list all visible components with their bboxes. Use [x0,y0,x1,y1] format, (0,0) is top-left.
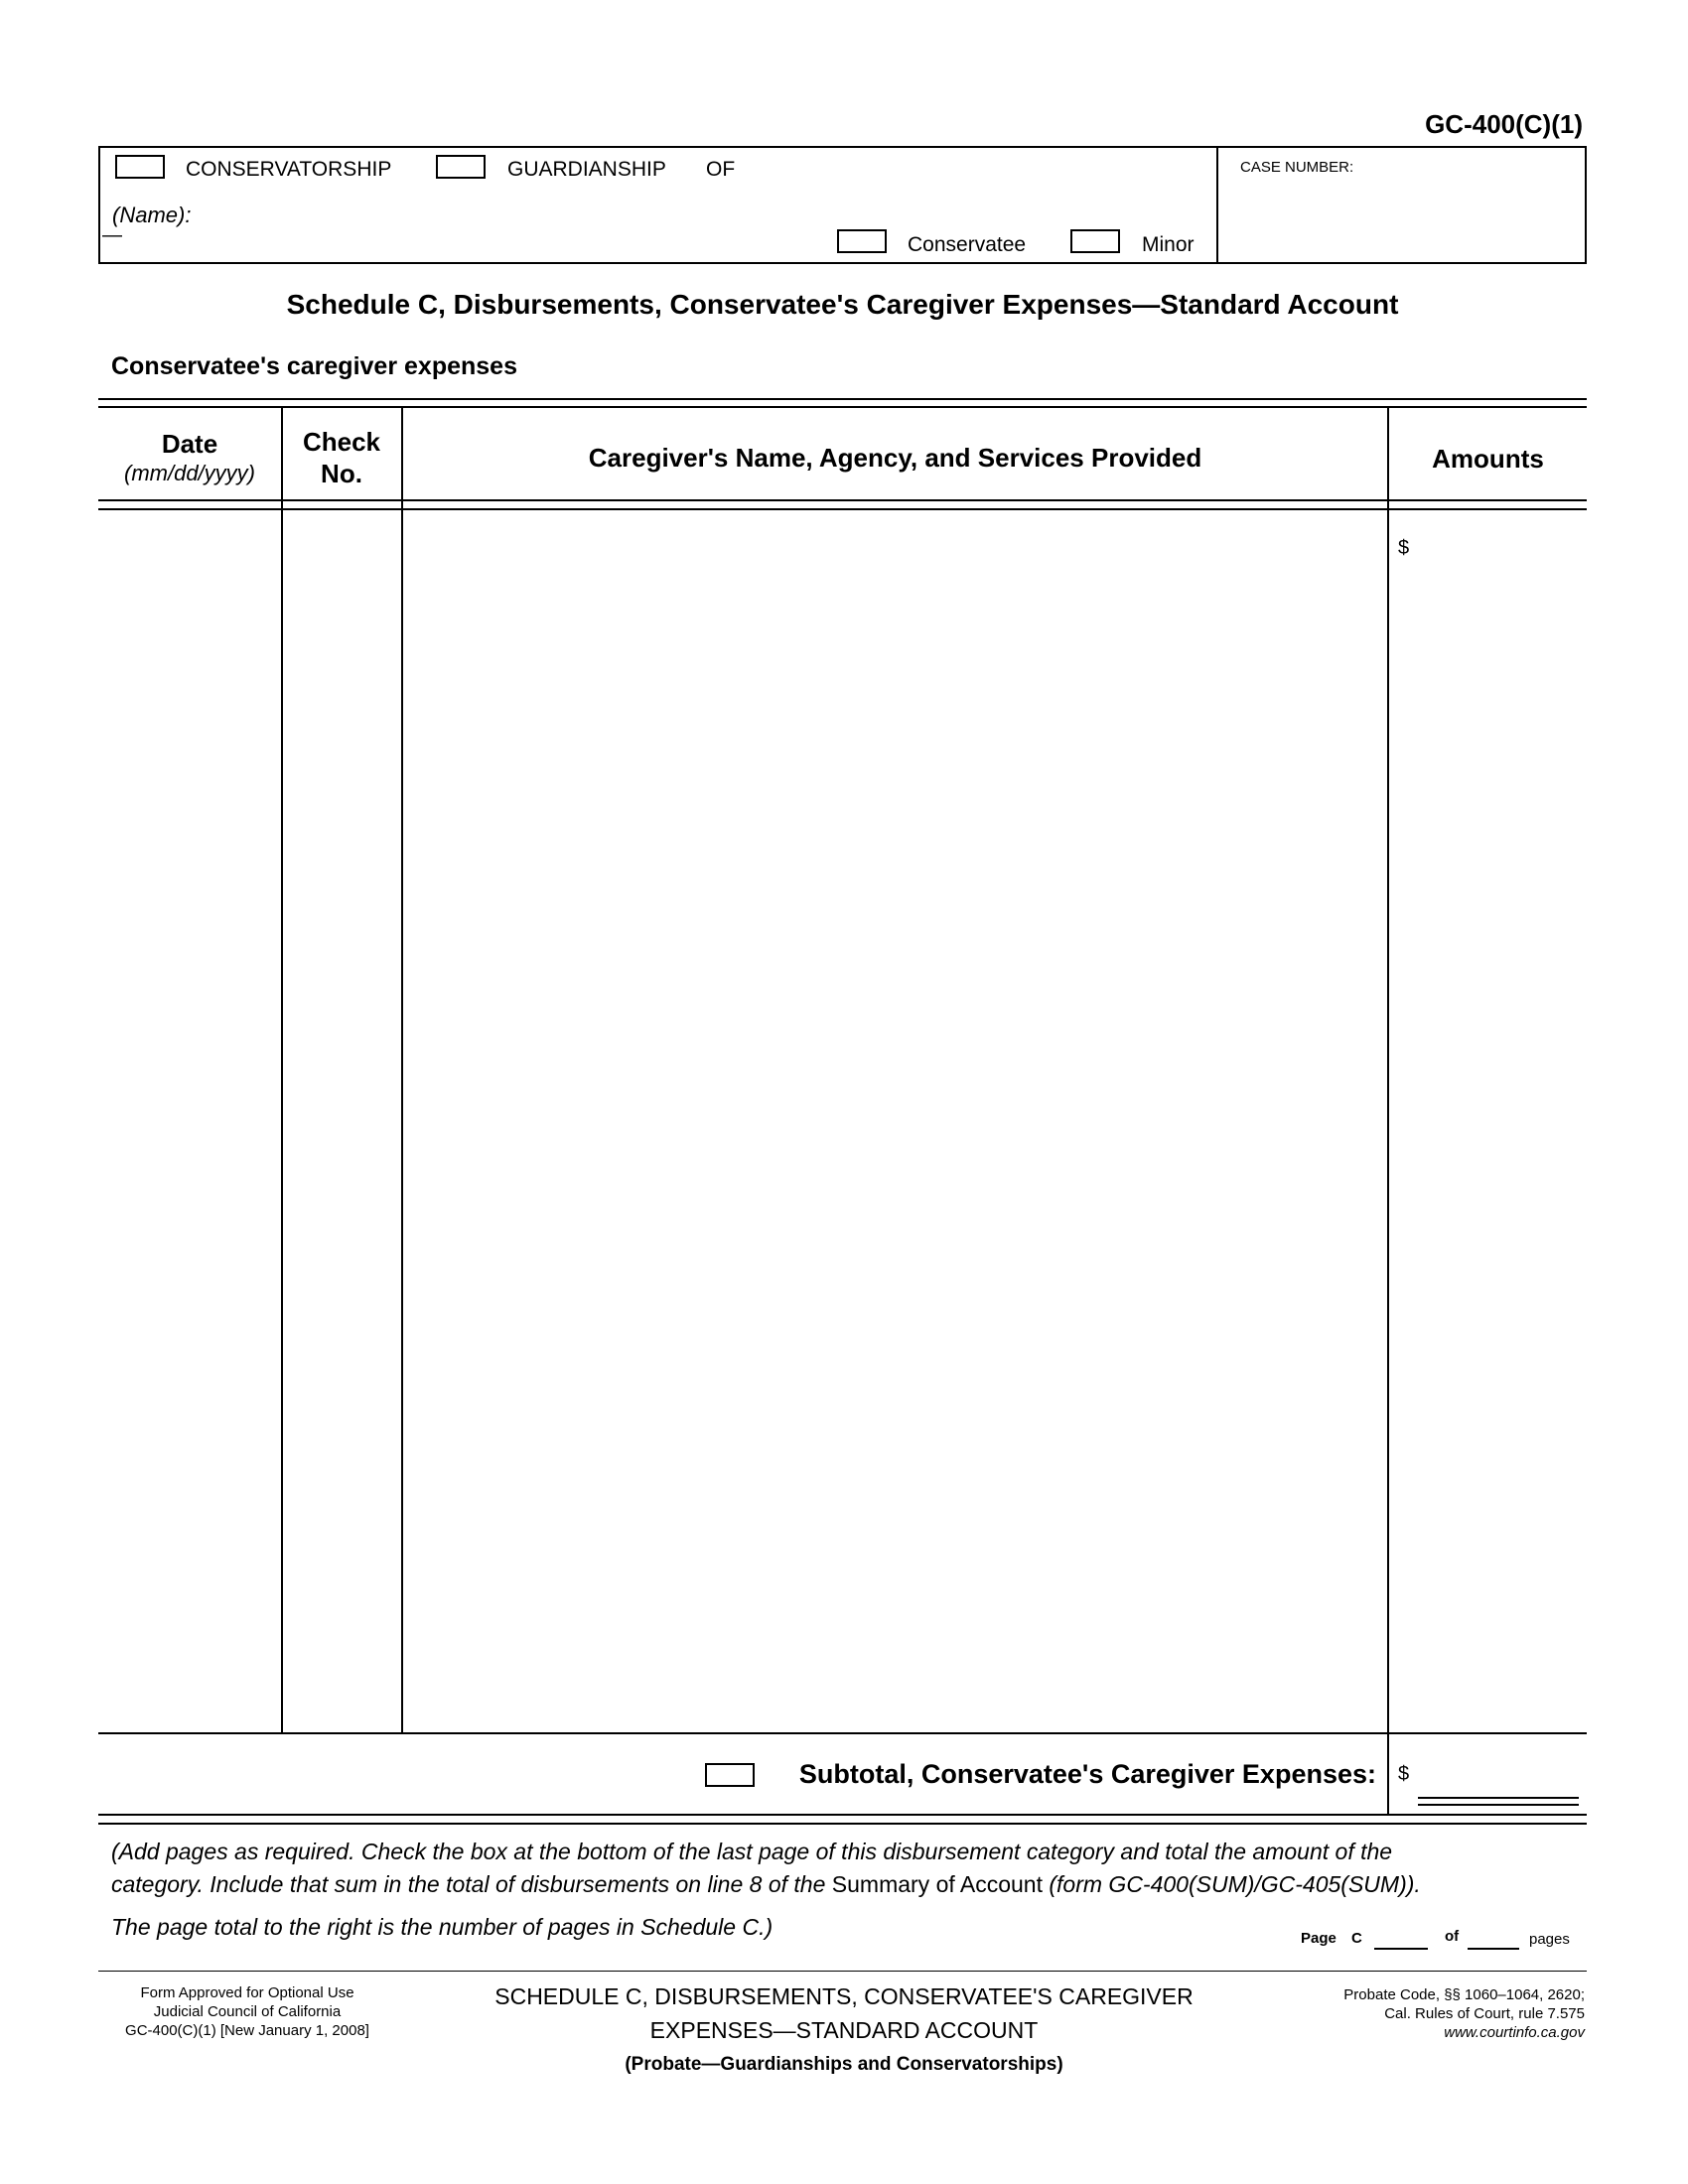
header-bottom-rule [98,499,1587,501]
minor-checkbox[interactable] [1070,229,1120,253]
caption-divider [1216,146,1218,264]
total-pages-input[interactable] [1468,1924,1519,1950]
instructions-line2-c: (form GC-400(SUM)/GC-405(SUM)). [1042,1871,1421,1897]
name-dash: — [102,224,122,246]
name-input[interactable] [298,228,794,254]
instructions-line2-a: category. Include that sum in the total of disbursements on line 8 of the [111,1871,832,1897]
conservatorship-label: CONSERVATORSHIP [186,158,392,181]
footer-rule-ref: Cal. Rules of Court, rule 7.575 [1384,2005,1585,2022]
subtotal-label: Subtotal, Conservatee's Caregiver Expenses: [798,1759,1376,1789]
check-no-entry-area[interactable] [285,511,399,1730]
conservatee-checkbox[interactable] [837,229,887,253]
col-divider-check [401,407,403,1732]
case-number-label: CASE NUMBER: [1240,159,1354,176]
conservatee-label: Conservatee [908,233,1027,256]
footer-title-line2: EXPENSES—STANDARD ACCOUNT [649,2017,1039,2043]
pages-label: pages [1529,1931,1570,1948]
amount-entry-area[interactable] [1415,526,1584,1730]
col-description-header: Caregiver's Name, Agency, and Services Provided [588,443,1202,473]
table-bottom-rule [98,1732,1587,1734]
footer-form-revision: GC-400(C)(1) [New January 1, 2008] [125,2022,369,2039]
of-label: OF [706,158,736,181]
col-date-header: Date [161,429,218,459]
schedule-letter: C [1351,1930,1362,1947]
col-divider-amounts [1387,407,1389,1814]
col-amounts-header: Amounts [1432,444,1544,474]
guardianship-label: GUARDIANSHIP [507,158,666,181]
date-entry-area[interactable] [100,511,279,1730]
minor-label: Minor [1142,233,1195,256]
footer-title-line3: (Probate—Guardianships and Conservatorships) [625,2054,1063,2075]
description-entry-area[interactable] [405,511,1385,1730]
col-check-header-line2: No. [321,459,362,488]
of-pages-label: of [1445,1928,1460,1945]
header-bottom-rule-inner [98,508,1587,510]
subtotal-amount-input[interactable] [1418,1757,1577,1795]
case-number-input[interactable] [1226,184,1579,255]
conservatorship-checkbox[interactable] [115,155,165,179]
footer-rule [98,1971,1587,1972]
subtotal-bottom-rule [98,1814,1587,1816]
section-heading: Conservatee's caregiver expenses [111,352,517,380]
amount-dollar-sign: $ [1398,537,1410,559]
instructions-line3: The page total to the right is the number of pages in Schedule C.) [111,1914,774,1940]
name-label: (Name): [112,203,192,227]
col-date-format: (mm/dd/yyyy) [124,461,255,485]
col-check-header-line1: Check [302,427,381,457]
instructions-line2 [111,1871,1421,1898]
instructions-line2-b: Summary of Account [831,1871,1043,1897]
footer-statute: Probate Code, §§ 1060–1064, 2620; [1343,1986,1585,2003]
col-divider-date [281,407,283,1732]
table-top-rule [98,398,1587,400]
footer-title-line1: SCHEDULE C, DISBURSEMENTS, CONSERVATEE'S CAREGIVER [494,1983,1194,2009]
instructions-line1: (Add pages as required. Check the box at the bottom of the last page of this disbursement category and total the amount of the [111,1839,1393,1864]
footer-council: Judicial Council of California [153,2003,342,2020]
guardianship-checkbox[interactable] [436,155,486,179]
schedule-title: Schedule C, Disbursements, Conservatee's Caregiver Expenses—Standard Account [286,289,1399,320]
table-top-rule-inner [98,406,1587,408]
subtotal-bottom-rule-inner [98,1823,1587,1825]
subtotal-underline [1418,1797,1579,1799]
subtotal-double-underline [1418,1804,1579,1806]
subtotal-dollar-sign: $ [1398,1763,1410,1785]
page-number-input[interactable] [1374,1924,1428,1950]
page-label: Page [1301,1930,1336,1947]
footer-website[interactable]: www.courtinfo.ca.gov [1444,2024,1585,2041]
footer-approval: Form Approved for Optional Use [140,1984,354,2001]
form-number: GC-400(C)(1) [1425,109,1583,139]
